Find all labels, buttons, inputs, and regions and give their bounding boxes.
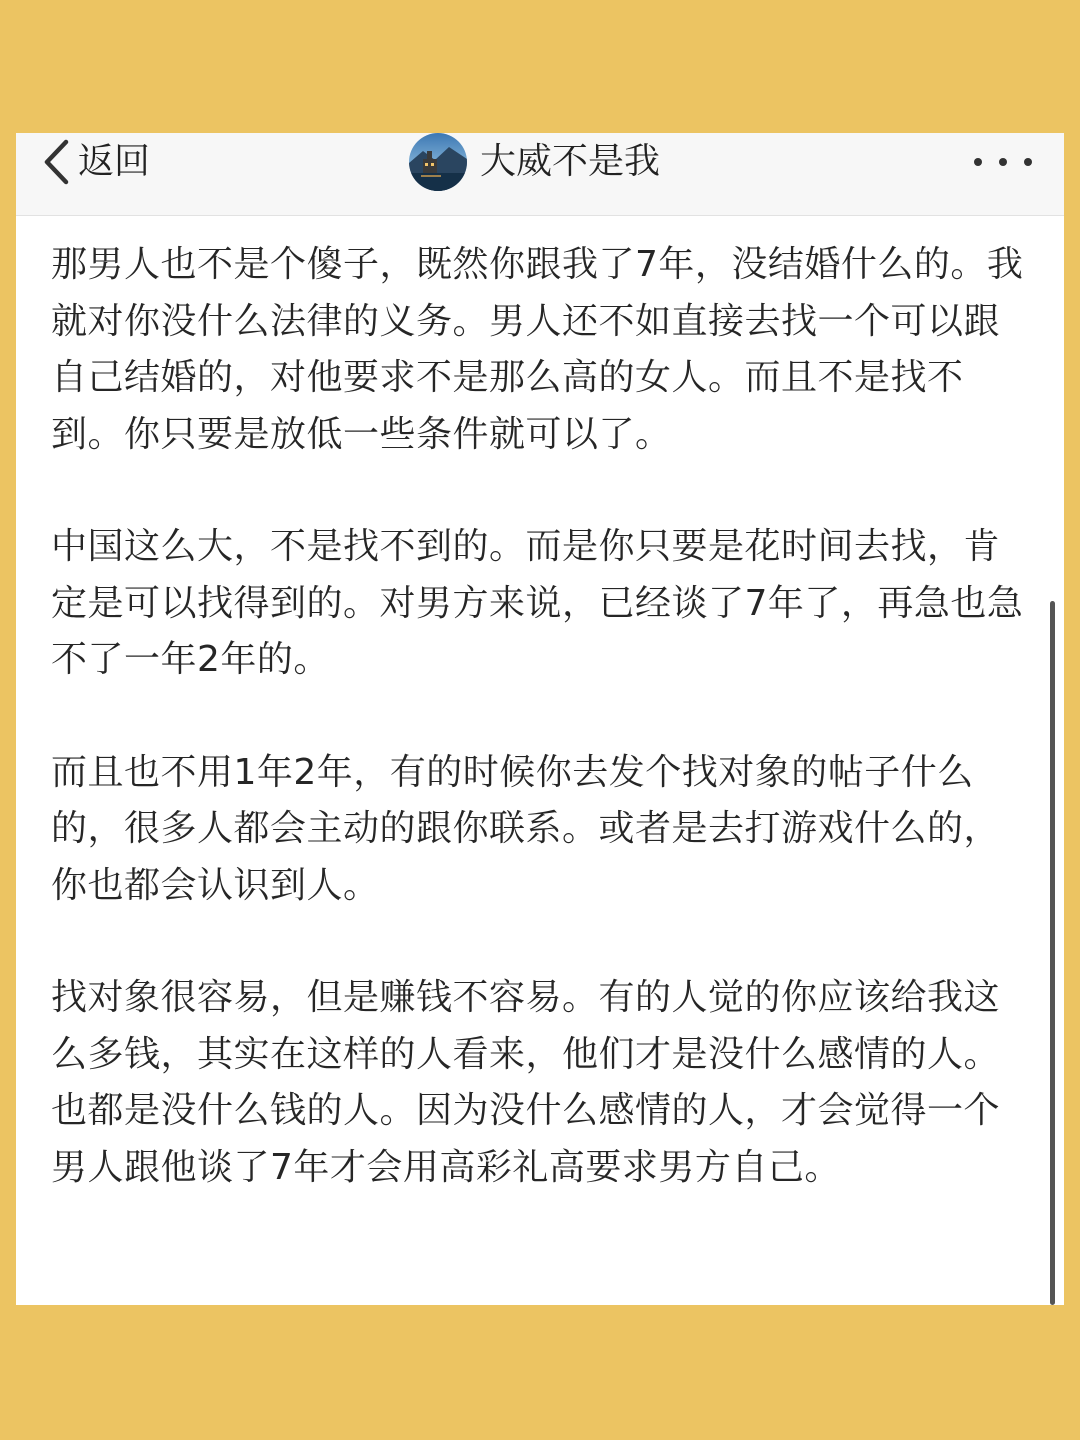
more-dots-icon	[1024, 158, 1032, 166]
paragraph: 而且也不用1年2年，有的时候你去发个找对象的帖子什么的，很多人都会主动的跟你联系。或者是去打游戏什么的， 你也都会认识到人。	[51, 751, 1001, 906]
top-navigation-bar	[16, 133, 1064, 216]
more-dots-icon	[999, 158, 1007, 166]
chevron-left-icon	[42, 139, 72, 185]
back-label: 返回	[78, 141, 151, 182]
more-options-button[interactable]	[974, 155, 1032, 169]
post-card	[16, 133, 1064, 1305]
paragraph: 找对象很容易，但是赚钱不容易。有的人觉的你应该给我这么多钱，其实在这样的人看来，他们才是没什么感情的人。也都是没什么钱的人。因为没什么感情的人，才会觉得一个男人跟他谈了7年才会用高彩礼高要求男方自己。	[51, 977, 1001, 1188]
scrollbar[interactable]	[1050, 601, 1055, 1305]
avatar[interactable]	[409, 133, 467, 191]
paragraph: 那男人也不是个傻子，既然你跟我了7年，没结婚什么的。我就对你没什么法律的义务。男人还不如直接去找一个可以跟自己结婚的，对他要求不是那么高的女人。而且不是找不到。你只要是放低一些条件就可以了。	[51, 244, 1024, 455]
back-button[interactable]	[42, 133, 150, 191]
more-dots-icon	[974, 158, 982, 166]
page-title: 大威不是我	[480, 141, 661, 182]
paragraph: 中国这么大，不是找不到的。而是你只要是花时间去找，肯定是可以找得到的。对男方来说，已经谈了7年了，再急也急不了一年2年的。	[51, 526, 1024, 680]
post-content	[51, 237, 1036, 1252]
